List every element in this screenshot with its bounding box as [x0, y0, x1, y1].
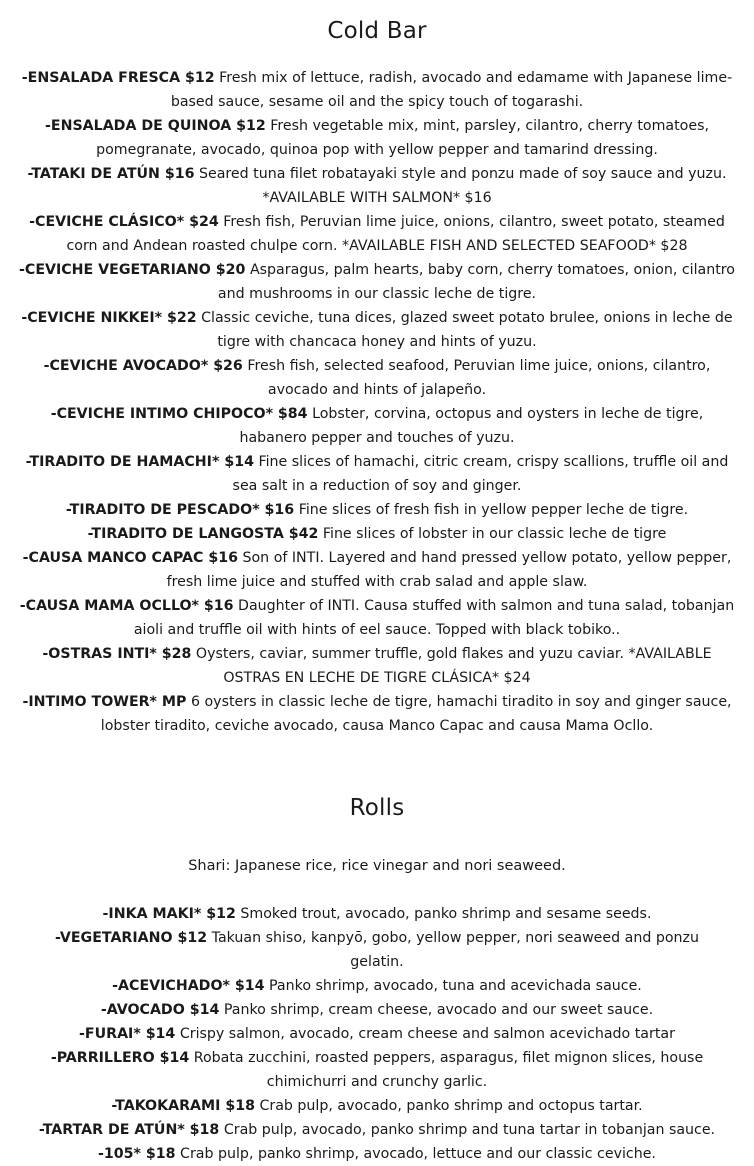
menu-item-name: -105* $18	[98, 1146, 176, 1162]
menu-item-description: Oysters, caviar, summer truffle, gold flakes and yuzu caviar. *AVAILABLE OSTRAS EN LECHE DE TIGRE CLÁSICA* $24	[195, 646, 712, 686]
menu-item-description: Fine slices of lobster in our classic leche de tigre	[322, 526, 667, 542]
menu-item-name: -CEVICHE CLÁSICO* $24	[29, 214, 219, 230]
menu-item	[28, 1142, 726, 1166]
menu-item-description: Lobster, corvina, octopus and oysters in leche de tigre, habanero pepper and touches of yuzu.	[239, 406, 704, 446]
menu-item	[18, 498, 736, 522]
cold-bar-heading: Cold Bar	[327, 18, 427, 44]
menu-item-name: -TAKOKARAMI $18	[111, 1098, 255, 1114]
menu-item-description: Fresh fish, Peruvian lime juice, onions, cilantro, sweet potato, steamed corn and Andean roasted chulpe corn. *AVAILABLE FISH AND SELECTED SEAFOOD* $28	[66, 214, 725, 254]
menu-item	[18, 690, 736, 738]
cold-bar-list	[0, 66, 754, 738]
menu-item-description: Crab pulp, panko shrimp, avocado, lettuce and our classic ceviche.	[180, 1146, 656, 1162]
menu-item	[28, 1118, 726, 1142]
menu-item-description: Crab pulp, avocado, panko shrimp and octopus tartar.	[259, 1098, 643, 1114]
menu-item	[18, 210, 736, 258]
menu-item-description: Classic ceviche, tuna dices, glazed sweet potato brulee, onions in leche de tigre with chancaca honey and hints of yuzu.	[201, 310, 733, 350]
menu-item-description: Daughter of INTI. Causa stuffed with salmon and tuna salad, tobanjan aioli and truffle oil with hints of eel sauce. Topped with black tobiko..	[133, 598, 735, 638]
menu-item	[18, 354, 736, 402]
rolls-intro: Shari: Japanese rice, rice vinegar and nori seaweed.	[188, 858, 566, 874]
menu-item-name: -ACEVICHADO* $14	[112, 978, 265, 994]
menu-item-description: Crispy salmon, avocado, cream cheese and salmon acevichado tartar	[179, 1026, 675, 1042]
menu-item	[18, 306, 736, 354]
menu-item-description: Fine slices of fresh fish in yellow pepper leche de tigre.	[298, 502, 689, 518]
menu-item	[28, 998, 726, 1022]
menu-item-name: -TIRADITO DE PESCADO* $16	[65, 502, 295, 518]
menu-item-name: -TARTAR DE ATÚN* $18	[38, 1122, 220, 1138]
menu-item	[28, 1094, 726, 1118]
menu-item-description: Son of INTI. Layered and hand pressed yellow potato, yellow pepper, fresh lime juice and stuffed with crab salad and apple slaw.	[166, 550, 732, 590]
menu-item-description: Panko shrimp, cream cheese, avocado and our sweet sauce.	[223, 1002, 654, 1018]
rolls-heading: Rolls	[349, 795, 405, 821]
menu-item-description: Robata zucchini, roasted peppers, asparagus, filet mignon slices, house chimichurri and crunchy garlic.	[193, 1050, 704, 1090]
menu-item	[18, 522, 736, 546]
menu-item-name: -FURAI* $14	[79, 1026, 176, 1042]
menu-item-description: 6 oysters in classic leche de tigre, hamachi tiradito in soy and ginger sauce, lobster tiradito, ceviche avocado, causa Manco Capac and causa Mama Ocllo.	[100, 694, 732, 734]
menu-item-description: Fresh fish, selected seafood, Peruvian lime juice, onions, cilantro, avocado and hints of jalapeño.	[247, 358, 711, 398]
menu-item-description: Panko shrimp, avocado, tuna and acevichada sauce.	[269, 978, 642, 994]
menu-item-name: -CEVICHE INTIMO CHIPOCO* $84	[50, 406, 308, 422]
menu-item-name: -INTIMO TOWER* MP	[22, 694, 187, 710]
menu-item-name: -TIRADITO DE LANGOSTA $42	[87, 526, 319, 542]
menu-item	[18, 642, 736, 690]
menu-item-name: -ENSALADA FRESCA $12	[21, 70, 215, 86]
menu-item-name: -OSTRAS INTI* $28	[42, 646, 192, 662]
menu-item	[28, 902, 726, 926]
menu-item-name: -TIRADITO DE HAMACHI* $14	[25, 454, 254, 470]
menu-item	[18, 402, 736, 450]
menu-item	[18, 258, 736, 306]
menu-item-name: -CEVICHE NIKKEI* $22	[21, 310, 197, 326]
menu-item-name: -CEVICHE AVOCADO* $26	[43, 358, 243, 374]
menu-item	[28, 926, 726, 974]
menu-item-description: Crab pulp, avocado, panko shrimp and tuna tartar in tobanjan sauce.	[223, 1122, 716, 1138]
menu-item	[18, 546, 736, 594]
menu-item-name: -PARRILLERO $14	[50, 1050, 190, 1066]
menu-item-description: Fine slices of hamachi, citric cream, crispy scallions, truffle oil and sea salt in a reduction of soy and ginger.	[232, 454, 729, 494]
menu-item-name: -TATAKI DE ATÚN $16	[27, 166, 195, 182]
menu-item-name: -CAUSA MANCO CAPAC $16	[22, 550, 238, 566]
menu-item-name: -AVOCADO $14	[100, 1002, 220, 1018]
menu-item	[18, 114, 736, 162]
menu-item-description: Smoked trout, avocado, panko shrimp and sesame seeds.	[240, 906, 652, 922]
menu-item-name: -VEGETARIANO $12	[55, 930, 208, 946]
menu-item	[18, 594, 736, 642]
menu-item	[28, 1046, 726, 1094]
menu-item-description: Fresh vegetable mix, mint, parsley, cilantro, cherry tomatoes, pomegranate, avocado, quinoa pop with yellow pepper and tamarind dressing.	[96, 118, 709, 158]
menu-item	[18, 450, 736, 498]
menu-item	[28, 974, 726, 998]
menu-item	[18, 162, 736, 210]
menu-item	[28, 1022, 726, 1046]
menu-item-description: Asparagus, palm hearts, baby corn, cherry tomatoes, onion, cilantro and mushrooms in our classic leche de tigre.	[217, 262, 735, 302]
rolls-list	[0, 902, 754, 1166]
menu-item-description: Fresh mix of lettuce, radish, avocado and edamame with Japanese lime-based sauce, sesame oil and the spicy touch of togarashi.	[170, 70, 733, 110]
menu-item-name: -CAUSA MAMA OCLLO* $16	[19, 598, 234, 614]
menu-item-description: Takuan shiso, kanpyō, gobo, yellow pepper, nori seaweed and ponzu gelatin.	[211, 930, 699, 970]
menu-item	[18, 66, 736, 114]
menu-item-name: -CEVICHE VEGETARIANO $20	[19, 262, 246, 278]
menu-item-description: Seared tuna filet robatayaki style and ponzu made of soy sauce and yuzu. *AVAILABLE WITH SALMON* $16	[198, 166, 727, 206]
menu-item-name: -INKA MAKI* $12	[102, 906, 236, 922]
menu-item-name: -ENSALADA DE QUINOA $12	[45, 118, 266, 134]
